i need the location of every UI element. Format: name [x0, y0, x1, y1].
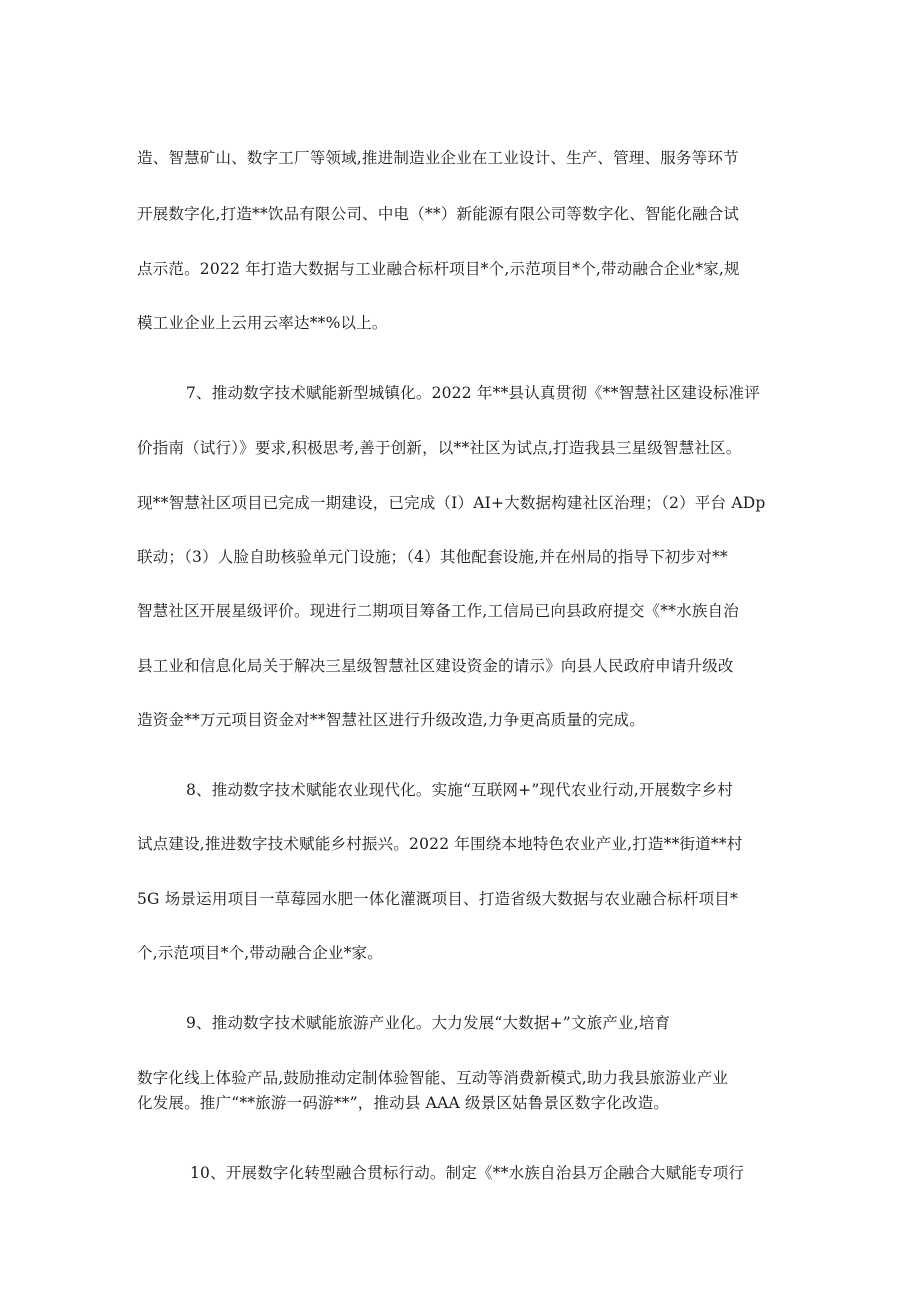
- text-line: 县工业和信息化局关于解决三星级智慧社区建设资金的请示》向县人民政府申请升级改: [137, 657, 734, 675]
- text-line: 现**智慧社区项目已完成一期建设，已完成（I）AI+大数据构建社区治理；（2）平台 ADp: [137, 494, 766, 512]
- text-line: 数字化线上体验产品,鼓励推动定制体验智能、互动等消费新模式,助力我县旅游业产业: [137, 1069, 729, 1087]
- text-line: 个,示范项目*个,带动融合企业*家。: [137, 944, 383, 962]
- paragraph-8-heading: 8、推动数字技术赋能农业现代化。实施“互联网+”现代农业行动,开展数字乡村: [186, 781, 734, 799]
- paragraph-10-heading: 10、开展数字化转型融合贯标行动。制定《**水族自治县万企融合大赋能专项行: [190, 1164, 745, 1182]
- text-line: 5G 场景运用项目一草莓园水肥一体化灌溉项目、打造省级大数据与农业融合标杆项目*: [137, 890, 738, 908]
- text-line: 试点建设,推进数字技术赋能乡村振兴。2022 年围绕本地特色农业产业,打造**街道**村: [137, 835, 743, 853]
- text-line: 联动；（3）人脸自助核验单元门设施；（4）其他配套设施,并在州局的指导下初步对**: [137, 548, 728, 566]
- paragraph-9-heading: 9、推动数字技术赋能旅游产业化。大力发展“大数据+”文旅产业,培育: [186, 1014, 671, 1032]
- text-line: 点示范。2022 年打造大数据与工业融合标杆项目*个,示范项目*个,带动融合企业*家,规: [137, 260, 740, 278]
- text-line: 模工业企业上云用云率达**%以上。: [137, 314, 388, 332]
- text-line: 化发展。推广“**旅游一码游**”，推动县 AAA 级景区姑鲁景区数字化改造。: [137, 1094, 670, 1112]
- text-line: 造资金**万元项目资金对**智慧社区进行升级改造,力争更高质量的完成。: [137, 711, 645, 729]
- text-line: 开展数字化,打造**饮品有限公司、中电（**）新能源有限公司等数字化、智能化融合试: [137, 205, 740, 223]
- text-line: 智慧社区开展星级评价。现进行二期项目筹备工作,工信局已向县政府提交《**水族自治: [137, 602, 739, 620]
- paragraph-7-heading: 7、推动数字技术赋能新型城镇化。2022 年**县认真贯彻《**智慧社区建设标准评: [186, 384, 760, 402]
- text-line: 造、智慧矿山、数字工厂等领域,推进制造业企业在工业设计、生产、管理、服务等环节: [137, 149, 739, 167]
- text-line: 价指南（试行）》要求,积极思考,善于创新，以**社区为试点,打造我县三星级智慧社区。: [137, 439, 742, 457]
